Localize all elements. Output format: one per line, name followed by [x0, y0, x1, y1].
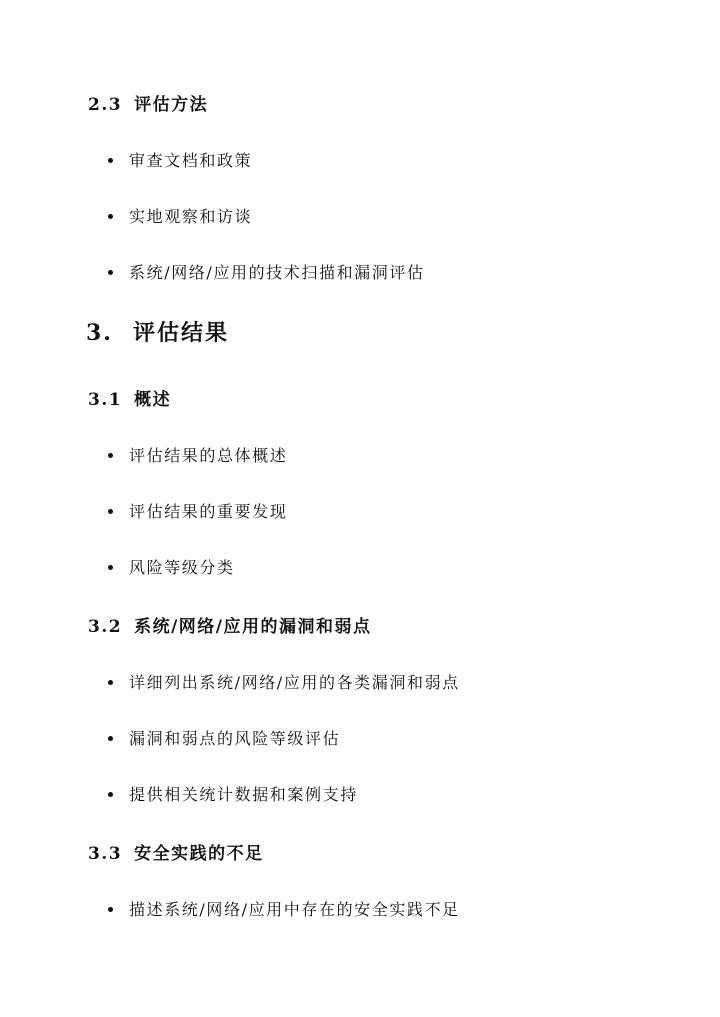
list-item-text: 提供相关统计数据和案例支持: [129, 785, 358, 804]
heading-title: 评估方法: [134, 95, 209, 115]
heading-title: 系统/网络/应用的漏洞和弱点: [134, 617, 372, 637]
bullet-icon: [108, 214, 113, 219]
heading-3-3: [88, 839, 264, 864]
heading-number: 3.: [86, 320, 113, 346]
heading-number: 3.1: [88, 390, 123, 410]
list-item-text: 详细列出系统/网络/应用的各类漏洞和弱点: [129, 673, 460, 692]
list-item-text: 评估结果的总体概述: [129, 446, 288, 465]
list-item: [108, 897, 460, 920]
list-item-text: 实地观察和访谈: [129, 207, 253, 226]
list-item: [108, 726, 340, 749]
heading-title: 安全实践的不足: [134, 844, 264, 864]
heading-3-2: [88, 612, 372, 637]
heading-3-1: [88, 385, 171, 410]
bullet-icon: [108, 158, 113, 163]
list-item: [108, 260, 425, 283]
heading-2-3: [88, 90, 208, 115]
list-item: [108, 670, 460, 693]
bullet-icon: [108, 680, 113, 685]
bullet-icon: [108, 453, 113, 458]
list-item-text: 漏洞和弱点的风险等级评估: [129, 729, 341, 748]
list-item-text: 系统/网络/应用的技术扫描和漏洞评估: [129, 263, 425, 282]
heading-title: 概述: [134, 390, 172, 410]
bullet-icon: [108, 907, 113, 912]
bullet-icon: [108, 270, 113, 275]
bullet-icon: [108, 509, 113, 514]
list-item-text: 审查文档和政策: [129, 151, 253, 170]
list-item: [108, 204, 252, 227]
heading-number: 3.3: [88, 844, 123, 864]
list-item-text: 风险等级分类: [129, 558, 235, 577]
list-item-text: 评估结果的重要发现: [129, 502, 288, 521]
heading-number: 3.2: [88, 617, 123, 637]
heading-3: [86, 316, 229, 347]
bullet-icon: [108, 736, 113, 741]
bullet-icon: [108, 792, 113, 797]
bullet-icon: [108, 565, 113, 570]
list-item: [108, 499, 287, 522]
list-item: [108, 443, 287, 466]
list-item: [108, 782, 358, 805]
list-item: [108, 148, 252, 171]
heading-title: 评估结果: [132, 320, 229, 346]
heading-number: 2.3: [88, 95, 123, 115]
list-item-text: 描述系统/网络/应用中存在的安全实践不足: [129, 900, 460, 919]
list-item: [108, 555, 235, 578]
